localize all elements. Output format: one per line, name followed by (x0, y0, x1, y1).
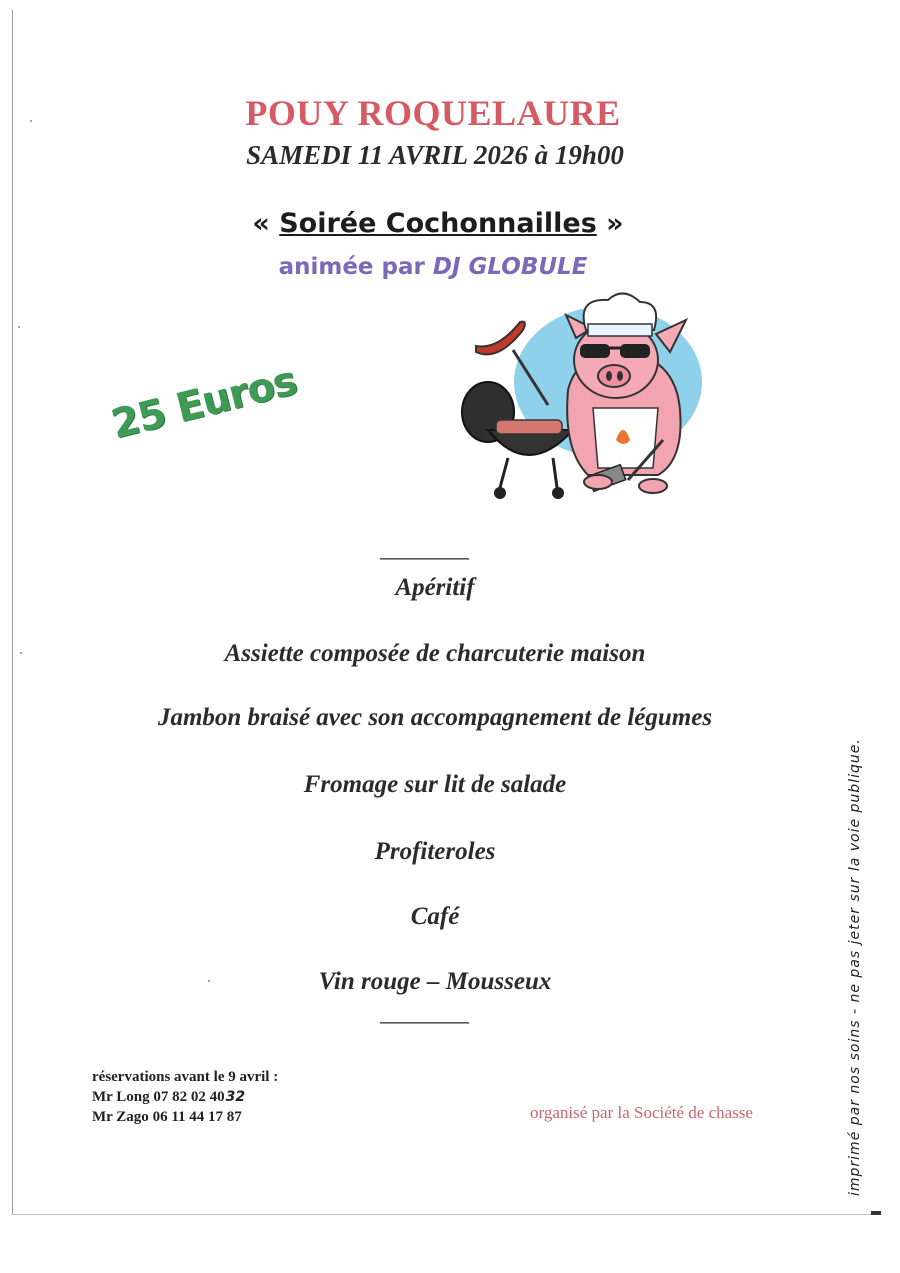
scan-speck (18, 326, 20, 328)
host-name: DJ GLOBULE (432, 254, 588, 280)
menu-item-vin: Vin rouge – Mousseux (318, 968, 552, 995)
event-town-title: POUY ROQUELAURE (245, 93, 621, 133)
bbq-pig-illustration (458, 290, 708, 505)
reservations-heading: réservations avant le 9 avril : (92, 1069, 279, 1085)
host-line (0, 254, 866, 280)
scan-edge-left (12, 10, 13, 1215)
contact-long (92, 1087, 278, 1107)
contact-zago-name: Mr Zago (92, 1109, 149, 1125)
event-date: SAMEDI 11 AVRIL 2026 à 19h00 (246, 140, 624, 170)
price-badge: 25 Euros (106, 357, 301, 448)
legal-vertical-note: imprimé par nos soins - ne pas jeter sur la voie publique. (847, 738, 863, 1196)
organizer-note: organisé par la Société de chasse (530, 1103, 753, 1122)
contact-long-handwritten-digits: 32 (225, 1089, 246, 1105)
menu-item-fromage: Fromage sur lit de salade (303, 771, 567, 798)
snout-icon (598, 365, 630, 387)
menu-item-charcuterie: Assiette composée de charcuterie maison (224, 640, 646, 667)
quote-close: » (606, 208, 624, 239)
sausage-icon (476, 322, 525, 355)
scan-mark (871, 1211, 881, 1215)
menu-item-cafe: Café (410, 903, 460, 930)
scan-edge-bottom (12, 1214, 872, 1215)
quote-open: « (252, 208, 270, 239)
event-name-line (0, 208, 876, 239)
contact-zago (92, 1107, 278, 1127)
host-prefix: animée par (278, 254, 425, 280)
event-name: Soirée Cochonnailles (279, 208, 597, 239)
contact-long-phone: 07 82 02 40 (153, 1089, 225, 1105)
contact-zago-phone: 06 11 44 17 87 (152, 1109, 242, 1125)
reservations-block (92, 1067, 278, 1127)
menu-separator-bottom: ___________ (380, 1005, 468, 1025)
steak-icon (496, 420, 562, 434)
menu-item-aperitif: Apéritif (395, 574, 475, 601)
contact-long-name: Mr Long (92, 1089, 150, 1105)
menu-separator-top: ___________ (380, 541, 468, 561)
menu-item-jambon: Jambon braisé avec son accompagnement de légumes (157, 704, 713, 731)
menu-item-profiteroles: Profiteroles (374, 838, 496, 865)
